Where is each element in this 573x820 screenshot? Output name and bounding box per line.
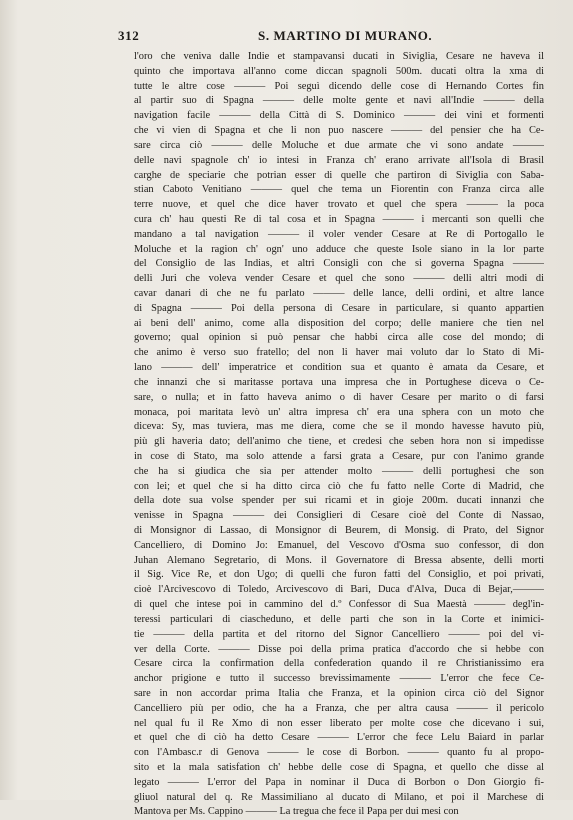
text-line: sare in non accordar prima Italia che Franza, et la opinion circa ciò del Signor [134,687,544,699]
text-line: che animo è verso suo fratello; del non li haver mai voluto dar lo Stato di Mi- [134,347,544,359]
text-line: governo; qual opinion si può pensar che habbi circa alle cose del mondo; di [134,332,544,344]
text-line: terre nuove, et quel che dice haver trovato et quel che spera ——— la poca [134,199,544,211]
text-line: cioè l'Arcivescovo di Toledo, Arcivescovo di Bari, Duca d'Alva, Duca di Bejar,——— [134,584,544,596]
text-line: che vi vien di Spagna et che li non puo nascere ——— del pensier che ha Ce- [134,125,544,137]
text-line: di Monsignor di Lassao, di Monsignor di Beurem, di Monsig. di Prato, del Signor [134,525,544,536]
text-line: carghe de speciarie che potrian esser di quelle che partiron di Siviglia con Saba- [134,169,544,181]
text-line: il Sig. Vice Re, et don Ugo; di quelli che furon fatti del Consiglio, et poi privati, [134,569,544,581]
text-line: più gli haveria dato; dell'animo che tiene, et credesi che seben hora non si impedisse [134,436,544,448]
text-line: gliuol natural del q. Re Massimiliano al ducato di Milano, et poi il Marchese di [134,791,544,803]
text-line: del Consiglio de las Indias, et altri Consigli con che si governa Spagna ——— [134,258,544,270]
running-title: S. MARTINO DI MURANO. [258,28,433,43]
text-line: mandano a tal navigation ——— il voler vender Cesare at Re di Portogallo le [134,228,544,240]
text-line: di quel che intese poi in cammino del d.º Confessor di Sua Maestà ——— degl'in- [134,599,544,611]
text-line: in cose di Stato, ma solo attende a farsi grata a Cesare, pur con l'animo grande [134,450,544,462]
text-line: di Spagna ——— Poi della persona di Cesare in particulare, si quanto appartien [134,302,544,314]
text-line: diceva: Sy, mas tuviera, mas me diera, come che se il mondo havesse havuto più, [134,421,544,433]
text-line: venisse in Spagna ——— dei Consiglieri di Cesare cioè del Conte di Nassao, [134,510,544,522]
text-line: legato ——— L'error del Papa in nominar il Duca di Borbon o Don Giorgio fi- [134,776,544,788]
text-line: stian Caboto Venitiano ——— quel che tema un Fiorentin con Franza circa alle [134,184,544,196]
text-line: quinto che importava all'anno come diccan spagnoli 500m. ducati oltra la xma di [134,65,544,77]
text-line: Moluche et la ragion ch' ogn' uno adduce che queste Isole siano in la lor parte [134,243,544,255]
text-line: navigation facile ——— della Città di S. Dominico ——— dei vini et formenti [134,110,544,122]
text-line: che ha si giudica che sia per attender molto ——— delli portughesi che son [134,465,544,477]
text-line: nel qual fu il Re Xmo di non esser liberato per molte cose che dicevano i sui, [134,717,544,729]
text-line: tutte le altre cose ——— Poi seguì dicendo delle cose di Hernando Cortes fin [134,80,544,92]
text-line: delle navi spagnole ch' io intesi in Franza ch' erano arrivate all'Isola di Brasil [134,154,544,166]
text-line: anchor prigione e tutto il successo brevissimamente ——— L'error che fece Ce- [134,673,544,685]
text-line: che innanzi che si maritasse portava una impresa che in Portughese diceva o Ce- [134,376,544,388]
text-line: l'oro che veniva dalle Indie et stampavansi ducati in Siviglia, Cesare ne haveva il [134,51,544,62]
body-text [134,50,544,820]
text-line: Cancelliero, di Domino Jo: Emanuel, del Vescovo d'Osma suo confessor, di don [134,539,544,551]
page-number: 312 [118,28,140,43]
text-line: con lei; et quel che si ha ditto circa ciò che fu fatto nelle Corte di Madrid, che [134,480,544,492]
text-line: delli Juri che voleva vender Cesare et quel che sono ——— delli altri modi di [134,273,544,285]
text-line: sito et la mala satisfation ch' hebbe delle cose di Spagna, et quello che disse al [134,762,544,773]
text-line: cura ch' hau questi Re di tal cosa et in Spagna ——— i mercanti son quelli che [134,213,544,225]
page-header [118,28,538,46]
text-line: et quel che di ciò ha detto Cesare ——— L'error che fece Lelu Baiard in parlar [134,732,544,744]
text-line: Cancelliero più per odio, che ha a Franza, che per altra causa ——— il pericolo [134,702,544,714]
text-line: ver della Corte. ——— Disse poi della prima pratica d'accordo che si hebbe con [134,643,544,655]
text-line: con l'Ambasc.r di Genova ——— le cose di Borbon. ——— quanto fu al propo- [134,747,544,759]
text-line: Cesare circa la confirmation della confederation quando il re Christianissimo era [134,658,544,670]
text-line: al partir suo di Spagna ——— delle molte gente et navi all'Indie ——— della [134,95,544,107]
text-line: lano ——— dell' imperatrice et condition sua et quanto è amata da Cesare, et [134,362,544,374]
text-line: sare, o nulla; et in fatto haveva animo o di haver Cesare per marito o di farsi [134,391,544,403]
text-line: Mantova per Ms. Cappino ——— La tregua che fece il Papa per dui mesi con [134,806,459,818]
text-line: cavar danari di che ne fu parlato ——— delle lance, delli ordini, et altre lance [134,288,544,299]
text-line: della dote sua volse spender per sui ricami et in gioje 200m. ducati innanzi che [134,495,544,507]
text-line: sare circa ciò ——— delle Moluche et due armate che vi sono andate ——— [134,139,544,151]
text-line: Juhan Alemano Segretario, di Mons. il Governatore di Bressa absente, delli morti [134,554,544,566]
text-line: tie ——— della partita et del ritorno del Signor Cancelliero ——— poi del vi- [134,628,544,640]
text-line: monaca, poi maritata levò un' altra impresa ch' era una sphera con un moto che [134,406,544,418]
text-line: ai beni dell' animo, come alla disposition del corpo; delle maniere che tien nel [134,317,544,329]
text-line: teressi particulari di ciascheduno, et delle parti che son in la Corte et inimici- [134,613,544,625]
